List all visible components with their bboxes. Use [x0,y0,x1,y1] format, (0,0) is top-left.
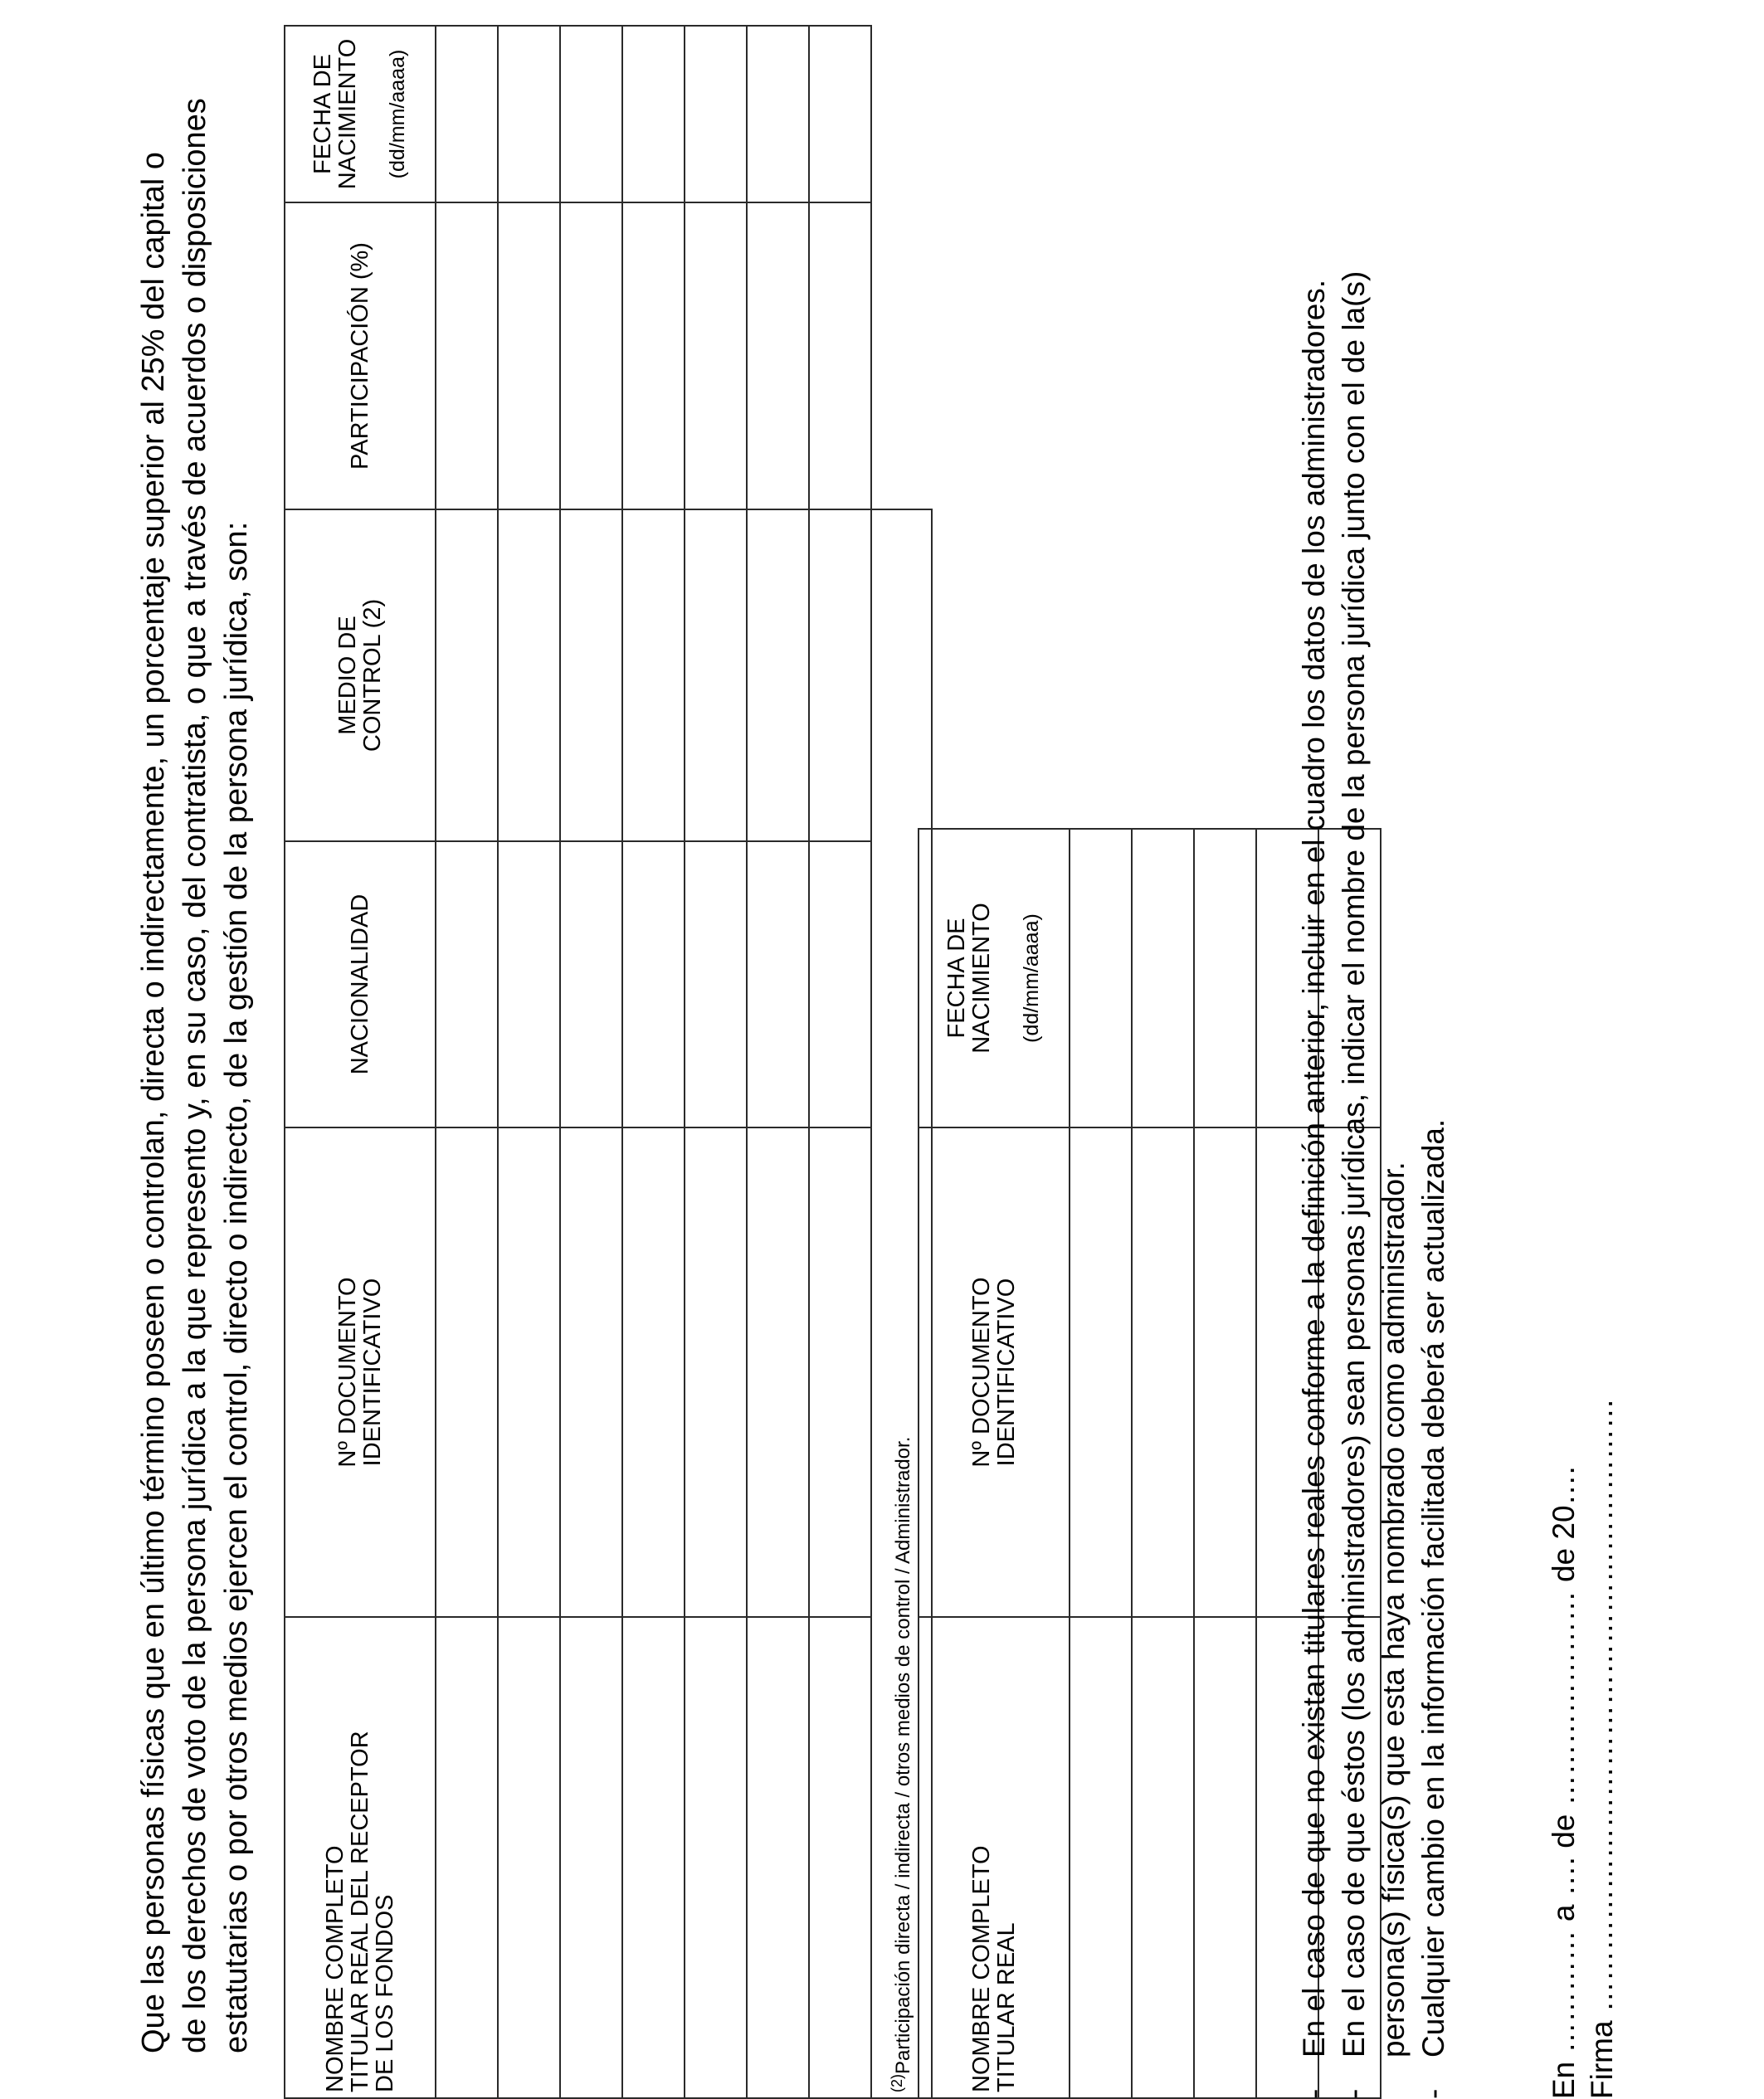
birth-date-cell[interactable] [560,26,622,202]
note-text: Cualquier cambio en la información facilitada deberá ser actualizada. [1416,1118,1450,2058]
beneficial-owners-table [284,25,933,2099]
intro-line-1: Que las personas físicas que en último término poseen o controlan, directa o indirectamente, un porcentaje superior al 25% del capital o [136,152,171,2053]
footnote-text: Participación directa / indirecta / otros medios de control / Administrador. [891,1436,914,2074]
signature-block [1545,1398,1621,2099]
name-cell[interactable] [1194,1617,1256,2098]
header-document-number: Nº DOCUMENTO IDENTIFICATIVO [285,1127,436,1617]
note-bullet: - [1297,2088,1331,2099]
table-row [436,26,498,2098]
header-control-means: MEDIO DE CONTROL (2) [285,509,436,841]
birth-date-cell[interactable] [685,26,747,202]
birth-date-cell[interactable] [1070,829,1132,1127]
intro-line-3: estatutarias o por otros medios ejercen el control, directo o indirecto, de la gestión de la persona jurídica, son: [219,521,254,2053]
table-row [622,26,685,2098]
table-row [1132,829,1194,2098]
table-header-row [285,26,436,2098]
document-cell[interactable] [809,1127,871,1617]
footnote-row-blank [871,26,932,509]
table-row [747,26,809,2098]
nationality-cell[interactable] [747,841,809,1127]
name-cell[interactable] [1132,1617,1194,2098]
birth-date-cell[interactable] [498,26,560,202]
footnote-mark: (2) [888,2074,905,2092]
participation-cell[interactable] [747,202,809,509]
name-cell[interactable] [436,1617,498,2098]
header-document-number: Nº DOCUMENTO IDENTIFICATIVO [919,1127,1070,1617]
table-row [1194,829,1256,2098]
note-text: En el caso de que éstos (los administradores) sean personas jurídicas, indicar el nombre de la persona jurídica junto con el de la(s) [1337,270,1371,2058]
note-bullet: - [1416,2088,1450,2099]
control-cell[interactable] [560,509,622,841]
control-cell[interactable] [622,509,685,841]
birth-date-cell[interactable] [436,26,498,202]
header-birth-date [285,26,436,202]
document-cell[interactable] [560,1127,622,1617]
nationality-cell[interactable] [809,841,871,1127]
participation-cell[interactable] [560,202,622,509]
nationality-cell[interactable] [560,841,622,1127]
table-row [809,26,871,2098]
header-birth-date-format: (dd/mm/aaaa) [386,49,409,179]
birth-date-cell[interactable] [747,26,809,202]
note-text: En el caso de que no existan titulares reales conforme a la definición anterior, incluir en el cuadro los datos de los administradores. [1297,279,1331,2058]
document-cell[interactable] [1194,1127,1256,1617]
birth-date-cell[interactable] [1194,829,1256,1127]
table-row [498,26,560,2098]
participation-cell[interactable] [622,202,685,509]
nationality-cell[interactable] [436,841,498,1127]
document-cell[interactable] [622,1127,685,1617]
header-birth-date [919,829,1070,1127]
intro-paragraph [133,0,257,2053]
table-row [685,26,747,2098]
name-cell[interactable] [685,1617,747,2098]
control-cell[interactable] [747,509,809,841]
note-item [1294,25,1334,2099]
birth-date-cell[interactable] [622,26,685,202]
participation-cell[interactable] [809,202,871,509]
header-birth-date-label: FECHA DE NACIMIENTO [309,38,361,190]
nationality-cell[interactable] [685,841,747,1127]
header-birth-date-label: FECHA DE NACIMIENTO [943,903,995,1054]
note-item-continuation [1374,25,1414,2099]
nationality-cell[interactable] [622,841,685,1127]
document-cell[interactable] [1132,1127,1194,1617]
note-item [1414,25,1454,2099]
note-text: persona(s) física(s) que esta haya nombrado como administrador. [1377,1162,1411,2058]
name-cell[interactable] [1070,1617,1132,2098]
nationality-cell[interactable] [498,841,560,1127]
document-cell[interactable] [498,1127,560,1617]
name-cell[interactable] [809,1617,871,2098]
header-birth-date-format: (dd/mm/aaaa) [1020,913,1043,1043]
document-cell[interactable] [1070,1127,1132,1617]
birth-date-cell[interactable] [809,26,871,202]
note-bullet: - [1337,2088,1371,2099]
name-cell[interactable] [560,1617,622,2098]
note-item [1334,25,1374,2099]
signature-line[interactable]: Firma …………………………………………………… [1585,1398,1619,2099]
birth-date-cell[interactable] [1132,829,1194,1127]
name-cell[interactable] [498,1617,560,2098]
table-row [1070,829,1132,2098]
participation-cell[interactable] [498,202,560,509]
place-date-line[interactable]: En ………… a …. de ………………… de 20…. [1547,1466,1581,2099]
control-cell[interactable] [809,509,871,841]
notes-list [1294,25,1454,2099]
control-cell[interactable] [498,509,560,841]
name-cell[interactable] [747,1617,809,2098]
header-participation: PARTICIPACIÓN (%) [285,202,436,509]
header-full-name: NOMBRE COMPLETO TITULAR REAL DEL RECEPTOR DE LOS FONDOS [285,1617,436,2098]
intro-line-2: de los derechos de voto de la persona jurídica a la que represento y, en su caso, del contratista, o que a través de acuerdos o disposiciones [178,98,212,2053]
document-cell[interactable] [685,1127,747,1617]
control-cell[interactable] [685,509,747,841]
control-cell[interactable] [436,509,498,841]
document-cell[interactable] [747,1127,809,1617]
header-full-name: NOMBRE COMPLETO TITULAR REAL [919,1617,1070,2098]
table-header-row [919,829,1070,2098]
document-cell[interactable] [436,1127,498,1617]
table-row [560,26,622,2098]
name-cell[interactable] [622,1617,685,2098]
participation-cell[interactable] [685,202,747,509]
header-nationality: NACIONALIDAD [285,841,436,1127]
participation-cell[interactable] [436,202,498,509]
